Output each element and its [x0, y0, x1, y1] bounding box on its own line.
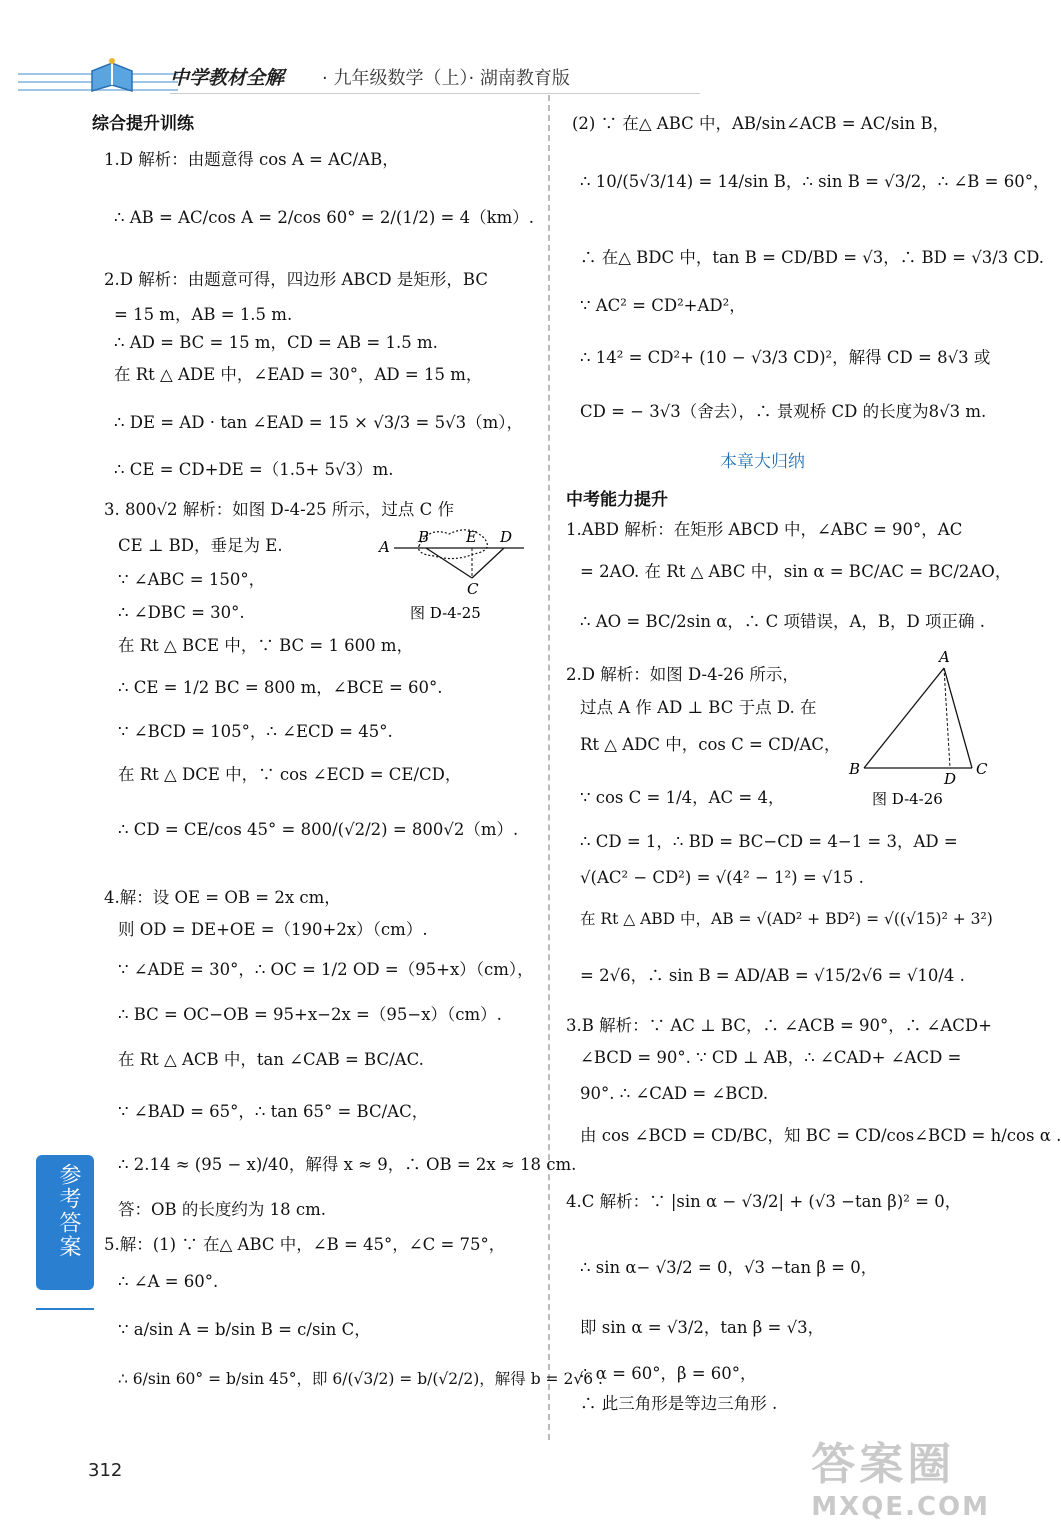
- answer-line: 在 Rt △ ABD 中，AB = √(AD² + BD²) = √((√15)² + 3²): [580, 910, 993, 928]
- answer-line: ∵ cos C = 1/4，AC = 4，: [580, 788, 785, 807]
- answer-line: 在 Rt △ ACB 中，tan ∠CAB = BC/AC.: [118, 1050, 424, 1069]
- header-rule: [170, 93, 700, 94]
- answer-line: CE ⊥ BD，垂足为 E.: [118, 536, 283, 555]
- answer-line: ∠BCD = 90°. ∵ CD ⊥ AB，∴ ∠CAD+ ∠ACD =: [580, 1048, 962, 1067]
- side-rule: [36, 1308, 94, 1310]
- figure-caption: 图 D-4-25: [410, 604, 481, 622]
- answer-line: ∴ 14² = CD²+ (10 − √3/3 CD)²，解得 CD = 8√3 或: [580, 348, 991, 367]
- answer-line: 3.B 解析：∵ AC ⊥ BC，∴ ∠ACB = 90°，∴ ∠ACD+: [566, 1016, 992, 1035]
- answer-line: 5.解：(1) ∵ 在△ ABC 中，∠B = 45°，∠C = 75°，: [104, 1235, 506, 1254]
- answer-line: ∴ AD = BC = 15 m，CD = AB = 1.5 m.: [114, 333, 438, 352]
- answer-line: ∴ DE = AD · tan ∠EAD = 15 × √3/3 = 5√3（m），: [114, 413, 523, 432]
- fig-label: C: [467, 580, 479, 598]
- answer-line: = 2AO. 在 Rt △ ABC 中，sin α = BC/AC = BC/2AO，: [580, 562, 1012, 581]
- answer-line: 4.解：设 OE = OB = 2x cm，: [104, 888, 341, 907]
- answer-line: = 2√6，∴ sin B = AD/AB = √15/2√6 = √10/4 .: [580, 966, 965, 985]
- answer-line: 即 sin α = √3/2，tan β = √3，: [580, 1318, 825, 1337]
- fig-label: B: [418, 528, 430, 546]
- answer-line: 在 Rt △ DCE 中，∵ cos ∠ECD = CE/CD，: [118, 765, 462, 784]
- answer-line: 则 OD = DE+OE =（190+2x）（cm）.: [118, 920, 428, 939]
- watermark: [811, 1428, 990, 1522]
- answer-line: ∵ ∠ADE = 30°，∴ OC = 1/2 OD =（95+x）（cm），: [118, 960, 534, 979]
- page-header: [0, 55, 700, 105]
- fig-label: D: [944, 770, 957, 788]
- watermark-text: 答案圈: [811, 1439, 956, 1490]
- answer-line: ∴ 2.14 ≈ (95 − x)/40，解得 x ≈ 9，∴ OB = 2x ≈ 18 cm.: [118, 1155, 577, 1174]
- answer-line: 由 cos ∠BCD = CD/BC，知 BC = CD/cos∠BCD = h/cos α .: [580, 1126, 1061, 1145]
- figure-d-4-25: [374, 520, 534, 630]
- fig-label: A: [379, 538, 390, 556]
- answer-line: ∴ CE = 1/2 BC = 800 m，∠BCE = 60°.: [118, 678, 443, 697]
- book-subtitle: · 九年级数学（上）· 湖南教育版: [322, 68, 570, 89]
- figure-caption: 图 D-4-26: [872, 790, 943, 808]
- answer-line: ∴ 10/(5√3/14) = 14/sin B，∴ sin B = √3/2，∴ ∠B = 60°，: [580, 172, 1050, 191]
- section-title-exam: 中考能力提升: [566, 490, 668, 510]
- answer-line: 1.ABD 解析：在矩形 ABCD 中，∠ABC = 90°，AC: [566, 520, 963, 539]
- answer-line: ∴ BC = OC−OB = 95+x−2x =（95−x）（cm）.: [118, 1005, 502, 1024]
- answer-line: ∴ 此三角形是等边三角形 .: [580, 1394, 778, 1413]
- answer-line: √(AC² − CD²) = √(4² − 1²) = √15 .: [580, 868, 864, 887]
- answer-line: = 15 m，AB = 1.5 m.: [114, 305, 293, 324]
- answer-line: ∵ a/sin A = b/sin B = c/sin C，: [118, 1320, 371, 1339]
- answer-line: CD = − 3√3（舍去），∴ 景观桥 CD 的长度为8√3 m.: [580, 402, 987, 421]
- answer-line: 4.C 解析：∵ |sin α − √3/2| + (√3 −tan β)² = 0，: [566, 1192, 962, 1211]
- watermark-url: MXQE.COM: [811, 1492, 990, 1522]
- answer-line: ∵ AC² = CD²+AD²，: [580, 296, 746, 315]
- answer-line: ∴ α = 60°，β = 60°，: [580, 1364, 757, 1383]
- fig-label: B: [849, 760, 861, 778]
- answer-line: ∴ 在△ BDC 中，tan B = CD/BD = √3，∴ BD = √3/3 CD.: [580, 248, 1045, 267]
- answer-line: Rt △ ADC 中，cos C = CD/AC，: [580, 735, 841, 754]
- answer-line: 在 Rt △ BCE 中，∵ BC = 1 600 m，: [118, 636, 414, 655]
- answer-line: ∴ sin α− √3/2 = 0，√3 −tan β = 0，: [580, 1258, 878, 1277]
- answer-line: ∴ CD = 1，∴ BD = BC−CD = 4−1 = 3，AD =: [580, 832, 958, 851]
- answer-line: 1.D 解析：由题意得 cos A = AC/AB，: [104, 150, 399, 169]
- answer-line: ∵ ∠ABC = 150°，: [118, 570, 266, 589]
- column-divider: [548, 95, 550, 1440]
- section-title-comprehensive: 综合提升训练: [92, 114, 194, 134]
- fig-label: D: [500, 528, 513, 546]
- answer-line: (2) ∵ 在△ ABC 中，AB/sin∠ACB = AC/sin B，: [572, 114, 950, 133]
- answer-line: ∴ ∠A = 60°.: [118, 1272, 219, 1291]
- side-tab-label: 参考答案: [56, 1163, 81, 1259]
- answer-line: ∵ ∠BAD = 65°，∴ tan 65° = BC/AC，: [118, 1102, 429, 1121]
- answer-line: ∴ CD = CE/cos 45° = 800/(√2/2) = 800√2（m）.: [118, 820, 519, 839]
- fig-label: E: [466, 528, 477, 546]
- book-logo-icon: [88, 57, 136, 97]
- answer-line: 2.D 解析：如图 D-4-26 所示，: [566, 665, 799, 684]
- answer-line: ∴ AO = BC/2sin α，∴ C 项错误，A，B，D 项正确 .: [580, 612, 985, 631]
- answer-line: ∴ CE = CD+DE =（1.5+ 5√3）m.: [114, 460, 394, 479]
- answer-line: 答：OB 的长度约为 18 cm.: [118, 1200, 327, 1219]
- page-number: 312: [88, 1460, 123, 1481]
- answer-line: 3. 800√2 解析：如图 D-4-25 所示，过点 C 作: [104, 500, 455, 519]
- answer-line: ∴ ∠DBC = 30°.: [118, 603, 245, 622]
- answer-line: 2.D 解析：由题意可得，四边形 ABCD 是矩形，BC: [104, 270, 488, 289]
- answer-line: 在 Rt △ ADE 中，∠EAD = 30°，AD = 15 m，: [114, 365, 483, 384]
- chapter-summary-title: 本章大归纳: [720, 452, 805, 472]
- fig-label: C: [976, 760, 988, 778]
- answer-line: ∵ ∠BCD = 105°，∴ ∠ECD = 45°.: [118, 722, 393, 741]
- book-title: 中学教材全解: [170, 67, 285, 89]
- answer-line: 过点 A 作 AD ⊥ BC 于点 D. 在: [580, 698, 817, 717]
- figure-d-4-26: [844, 650, 994, 810]
- fig-label: A: [939, 648, 950, 666]
- answer-line: 90°. ∴ ∠CAD = ∠BCD.: [580, 1084, 769, 1103]
- answer-line: ∴ AB = AC/cos A = 2/cos 60° = 2/(1/2) = 4（km）.: [114, 208, 535, 227]
- answer-key-side-tab: [36, 1155, 94, 1290]
- answer-line: ∴ 6/sin 60° = b/sin 45°，即 6/(√3/2) = b/(√2/2)，解得 b = 2√6 .: [118, 1370, 603, 1388]
